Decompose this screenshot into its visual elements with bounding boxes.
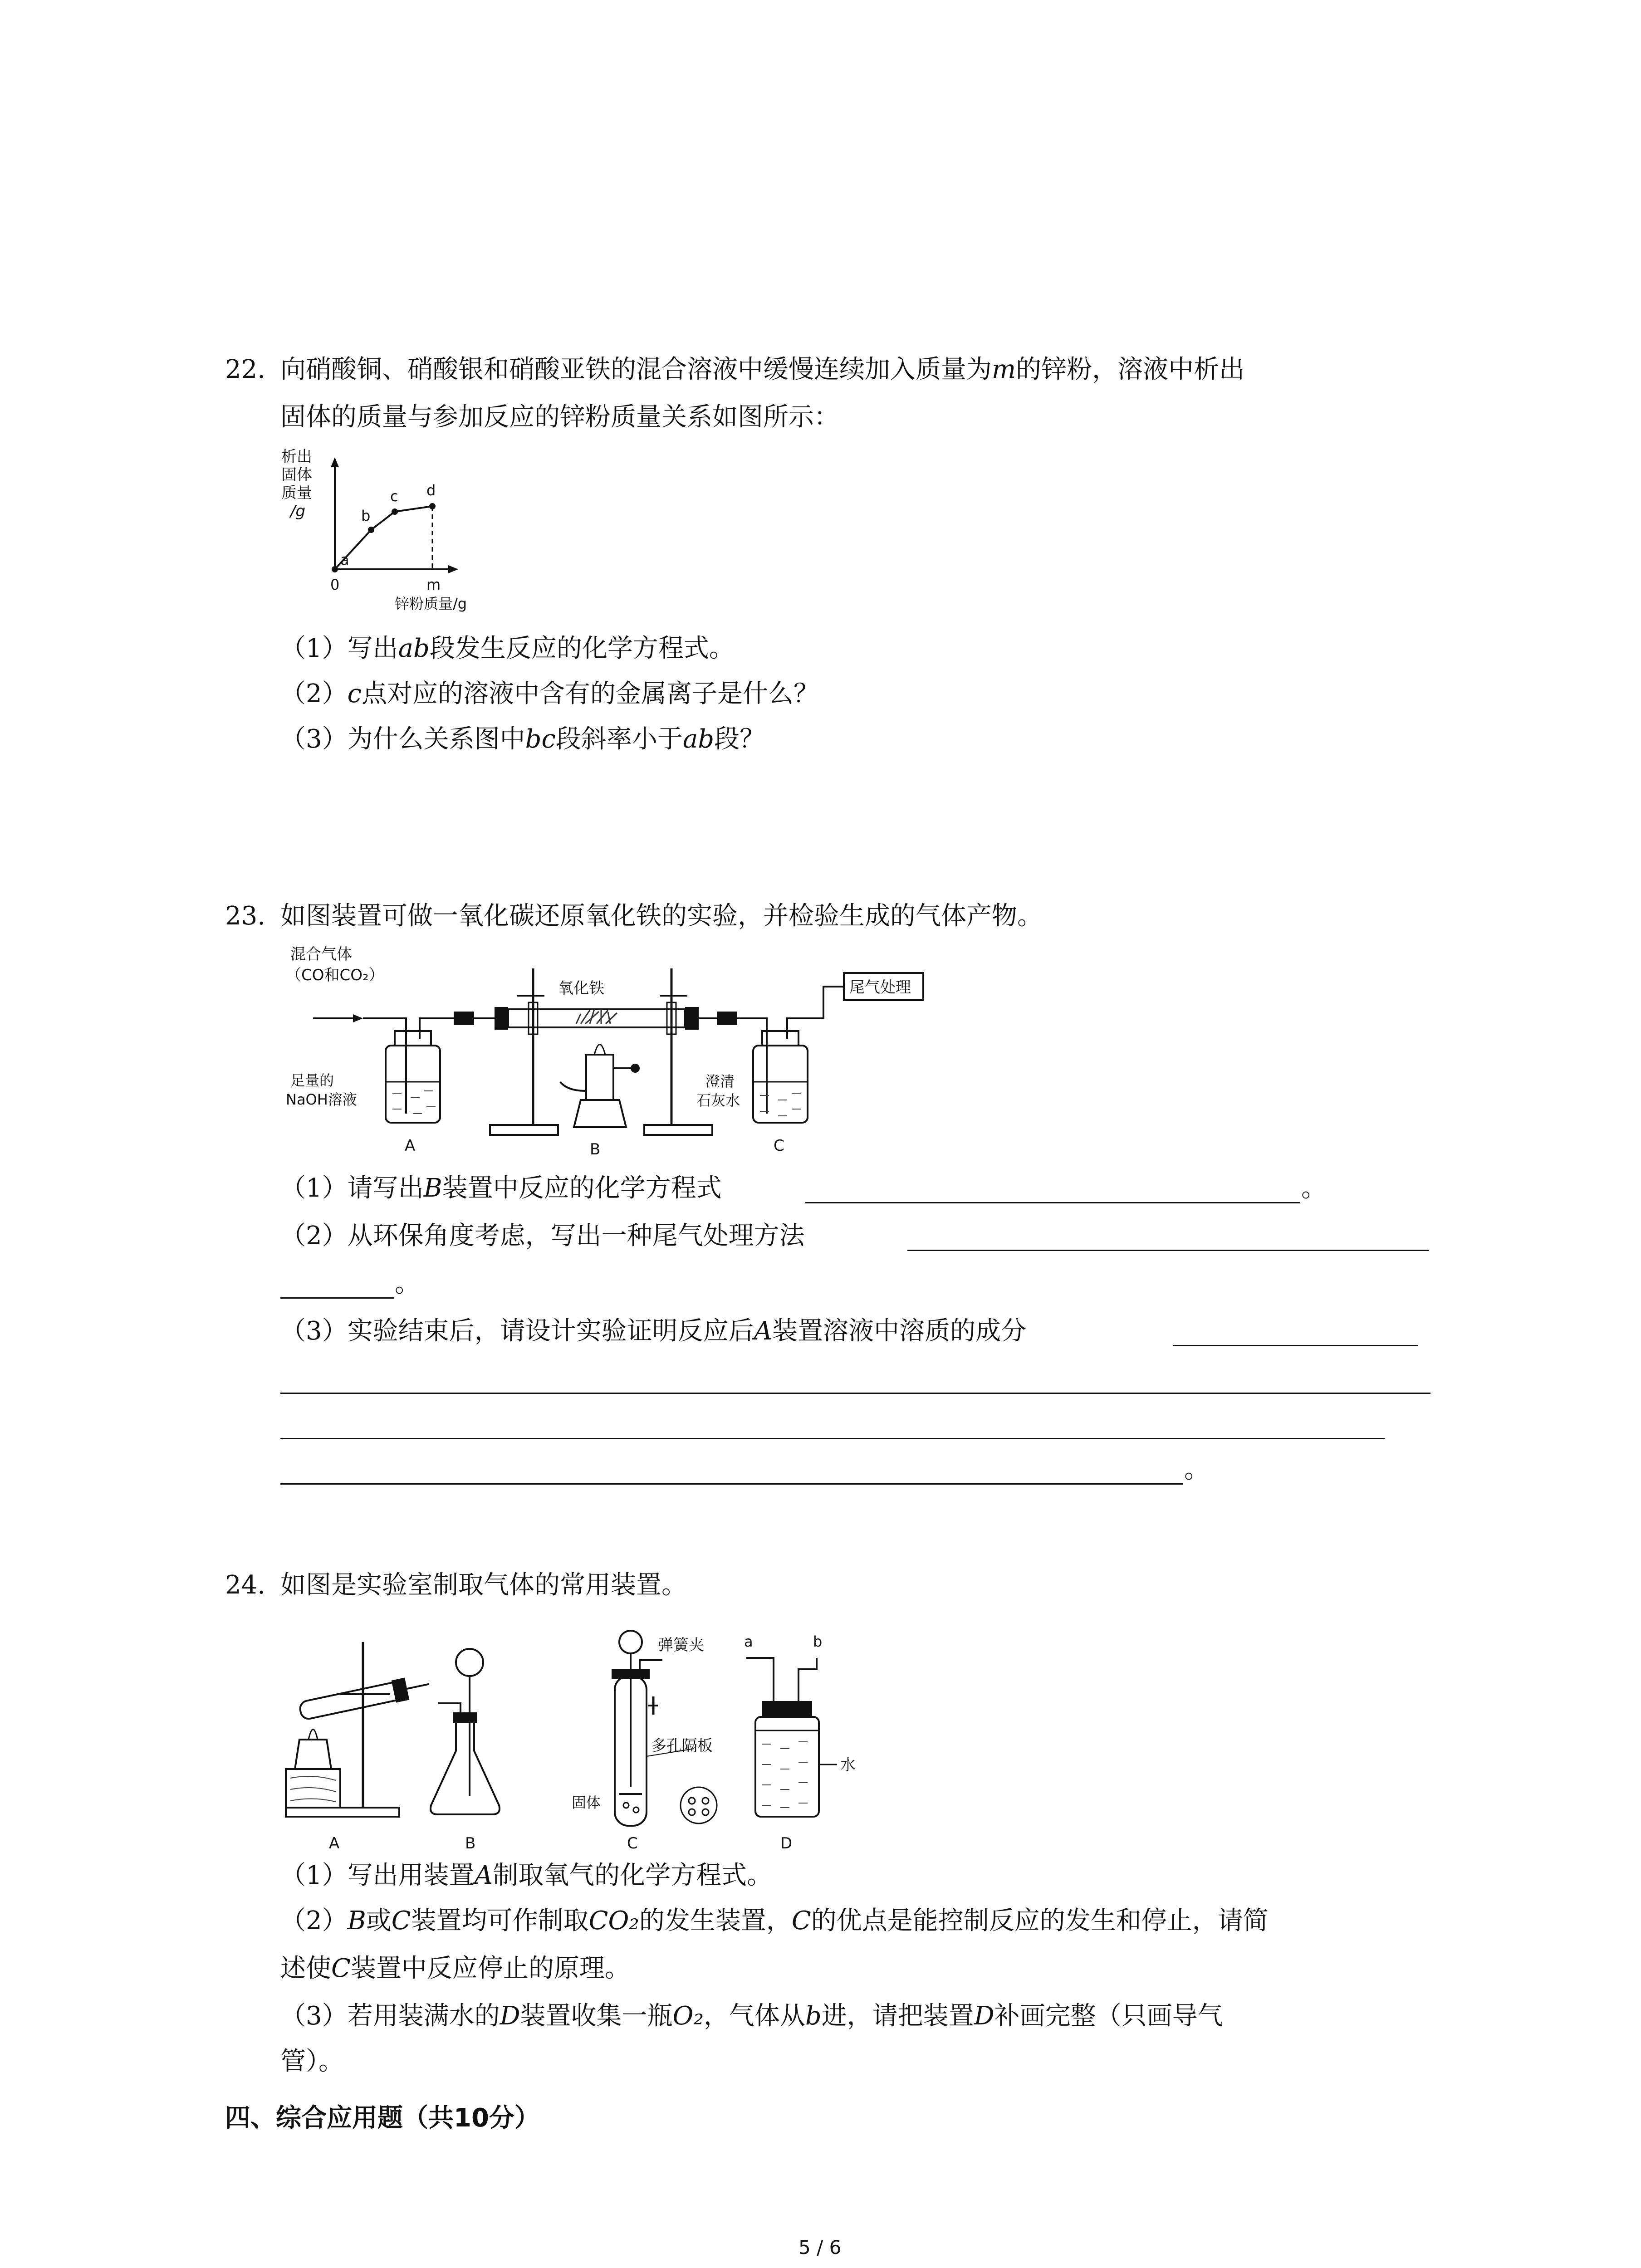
q22-label-d: d bbox=[426, 482, 436, 499]
q23-bottle-a bbox=[386, 1046, 440, 1123]
q24-tube-b-label: b bbox=[813, 1633, 823, 1650]
q23-part2-blank[interactable] bbox=[907, 1250, 1429, 1251]
q23-part3-blank-line2[interactable] bbox=[280, 1393, 1430, 1394]
q22-x-mark: m bbox=[426, 576, 441, 593]
q24-part3-line2: 管）。 bbox=[280, 2047, 344, 2076]
q23-letter-b: B bbox=[590, 1140, 601, 1158]
q23-c-label-1: 澄清 bbox=[705, 1073, 735, 1090]
q24-letter-b: B bbox=[465, 1834, 476, 1853]
q24-tube-a-label: a bbox=[744, 1633, 753, 1650]
q24-part3: （3）若用装满水的D装置收集一瓶O₂，气体从b进，请把装置D补画完整（只画导气 bbox=[280, 2001, 1223, 2031]
q24-letter-d: D bbox=[780, 1834, 793, 1853]
q23-part3-end: 。 bbox=[1184, 1455, 1210, 1484]
q22-curve bbox=[335, 506, 432, 569]
q23-tube-label: 氧化铁 bbox=[558, 979, 604, 997]
q22-stem-line2: 固体的质量与参加反应的锌粉质量关系如图所示： bbox=[280, 402, 839, 432]
q24-b-flask bbox=[431, 1719, 500, 1814]
q23-stem: 如图装置可做一氧化碳还原氧化铁的实验，并检验生成的气体产物。 bbox=[280, 901, 1043, 931]
q23-letter-a: A bbox=[405, 1137, 416, 1155]
q23-apparatus-figure bbox=[281, 941, 926, 1163]
q22-stem-line1: 向硝酸铜、硝酸银和硝酸亚铁的混合溶液中缓慢连续加入质量为m的锌粉，溶液中析出 bbox=[280, 355, 1245, 384]
q24-d-stopper bbox=[762, 1701, 812, 1717]
q24-c-funnel bbox=[619, 1631, 642, 1653]
q24-part2: （2）B或C装置均可作制取CO₂的发生装置，C的优点是能控制反应的发生和停止，请简 bbox=[280, 1906, 1269, 1936]
q24-stem: 如图是实验室制取气体的常用装置。 bbox=[280, 1570, 687, 1600]
q23-a-label-1: 足量的 bbox=[290, 1072, 334, 1089]
q22-xlabel: 锌粉质量/g bbox=[395, 595, 467, 612]
page-number: 5 / 6 bbox=[798, 2236, 842, 2258]
q24-c-plate-detail bbox=[681, 1787, 717, 1823]
q23-burner bbox=[586, 1055, 613, 1100]
section-4-heading: 四、综合应用题（共10分） bbox=[225, 2103, 540, 2133]
q24-letter-a: A bbox=[329, 1834, 340, 1853]
q22-graph bbox=[272, 440, 508, 626]
q23-part3-blank[interactable] bbox=[1173, 1345, 1418, 1346]
q23-part3-blank-line3[interactable] bbox=[280, 1438, 1385, 1439]
q24-a-lamp bbox=[295, 1740, 331, 1769]
q23-part3: （3）实验结束后，请设计实验证明反应后A装置溶液中溶质的成分 bbox=[280, 1316, 1027, 1346]
q24-a-test-tube bbox=[299, 1681, 404, 1720]
q23-reaction-tube bbox=[508, 1009, 685, 1027]
q22-origin: 0 bbox=[330, 576, 340, 593]
q23-part1-end: 。 bbox=[1301, 1173, 1327, 1203]
q23-part1-blank[interactable] bbox=[805, 1202, 1300, 1203]
q22-point-d bbox=[429, 503, 436, 509]
q22-point-c bbox=[392, 508, 398, 515]
q22-part3: （3）为什么关系图中bc段斜率小于ab段？ bbox=[280, 724, 765, 754]
q23-tail-label: 尾气处理 bbox=[849, 978, 911, 997]
q22-label-c: c bbox=[390, 488, 398, 505]
q24-number: 24. bbox=[225, 1570, 266, 1600]
q22-label-a: a bbox=[340, 551, 349, 568]
q22-x-arrow bbox=[448, 565, 458, 573]
q23-part2-end: 。 bbox=[395, 1269, 420, 1298]
q22-part2: （2）c点对应的溶液中含有的金属离子是什么？ bbox=[280, 679, 819, 709]
q24-solid-label: 固体 bbox=[572, 1794, 601, 1811]
q22-part1: （1）写出ab段发生反应的化学方程式。 bbox=[280, 634, 735, 663]
q23-part3-blank-line4[interactable] bbox=[280, 1483, 1183, 1485]
q23-part1: （1）请写出B装置中反应的化学方程式 bbox=[280, 1173, 722, 1203]
q22-y-arrow bbox=[331, 457, 339, 467]
q23-part2: （2）从环保角度考虑，写出一种尾气处理方法 bbox=[280, 1221, 805, 1251]
q22-ylabel-1: 析出 bbox=[281, 448, 312, 466]
q22-label-b: b bbox=[361, 507, 371, 524]
q23-iron-oxide-powder bbox=[576, 1009, 617, 1024]
q24-porous-plate-label: 多孔隔板 bbox=[651, 1737, 713, 1755]
q24-letter-c: C bbox=[627, 1834, 638, 1853]
q24-a-wood-block bbox=[286, 1769, 340, 1808]
q23-part2-blank-cont[interactable] bbox=[280, 1297, 394, 1299]
q22-point-a bbox=[332, 566, 338, 572]
q23-c-label-2: 石灰水 bbox=[696, 1092, 740, 1109]
q24-spring-clip-label: 弹簧夹 bbox=[658, 1636, 704, 1654]
q22-ylabel-2: 固体 bbox=[281, 466, 312, 484]
q24-water-label: 水 bbox=[840, 1756, 856, 1774]
q22-ylabel-4: /g bbox=[290, 502, 306, 520]
q24-d-bottle bbox=[755, 1717, 819, 1817]
q23-letter-c: C bbox=[774, 1137, 784, 1155]
q24-part1: （1）写出用装置A制取氧气的化学方程式。 bbox=[280, 1861, 773, 1890]
q23-gas-label-1: 混合气体 bbox=[290, 945, 352, 963]
q22-point-b bbox=[368, 527, 374, 533]
q24-part2-line2: 述使C装置中反应停止的原理。 bbox=[280, 1954, 630, 1983]
q24-b-funnel bbox=[456, 1649, 483, 1676]
q23-number: 23. bbox=[225, 901, 266, 931]
q23-gas-label-2: （CO和CO₂） bbox=[286, 966, 384, 984]
q24-apparatus-figure bbox=[281, 1624, 871, 1860]
q22-number: 22. bbox=[225, 355, 266, 384]
q22-ylabel-3: 质量 bbox=[281, 484, 312, 502]
q23-a-label-2: NaOH溶液 bbox=[286, 1091, 357, 1108]
